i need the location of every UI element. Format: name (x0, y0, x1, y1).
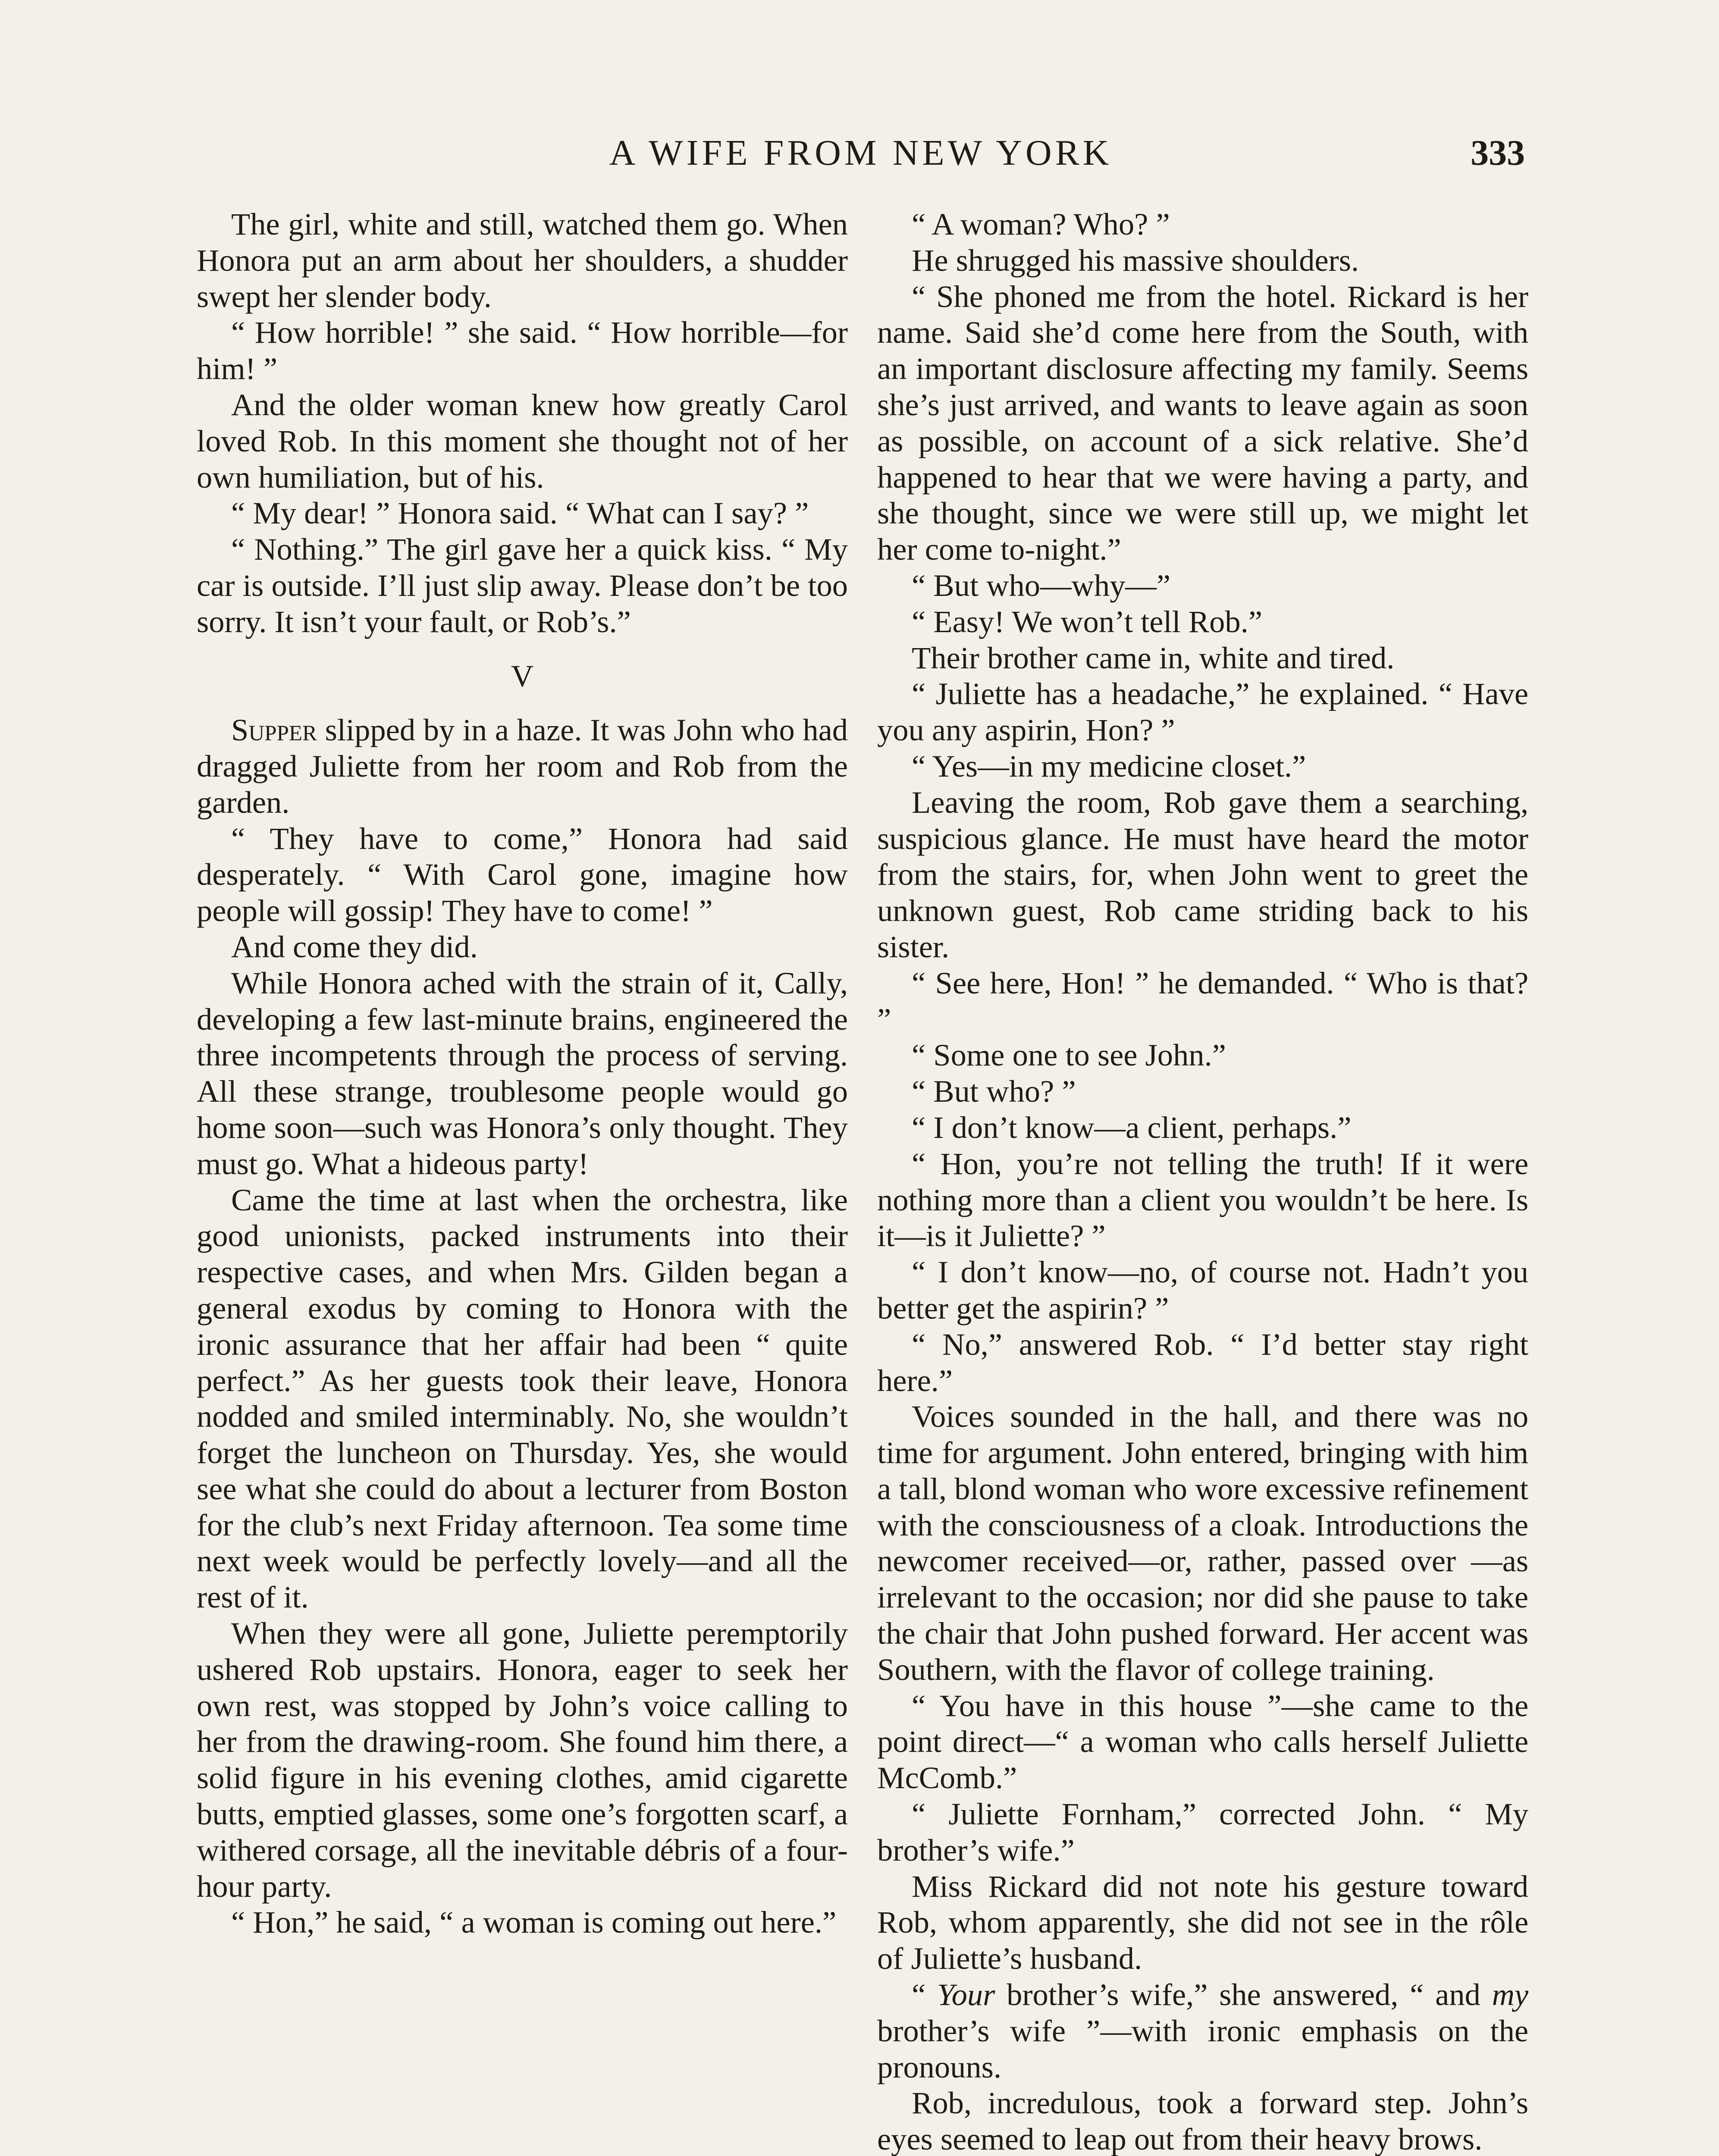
section-heading: V (511, 658, 534, 693)
paragraph: Miss Rickard did not note his gesture toward Rob, whom apparently, she did not see in the rôle of Juliette’s husband. (877, 1868, 1528, 1976)
paragraph-text: “ (912, 1977, 937, 2012)
lead-word: Supper (231, 712, 317, 748)
paragraph: “ Juliette has a headache,” he explained. “ Have you any aspirin, Hon? ” (877, 676, 1528, 748)
paragraph-text: slipped by in a haze. It was John who had dragged Juliette from her room and Rob from the garden. (197, 712, 848, 820)
emphasis: my (1492, 1977, 1528, 2012)
paragraph: “ Juliette Fornham,” corrected John. “ My brother’s wife.” (877, 1796, 1528, 1868)
paragraph: “ Some one to see John.” (912, 1037, 1226, 1073)
paragraph: Rob, incredulous, took a forward step. John’s eyes seemed to leap out from their heavy brows. (877, 2085, 1528, 2156)
paragraph: “ Nothing.” The girl gave her a quick kiss. “ My car is outside. I’ll just slip away. Please don’t be too sorry. It isn’t your fault, or Rob’s.” (197, 532, 848, 639)
paragraph: He shrugged his massive shoulders. (912, 242, 1359, 278)
right-column (877, 206, 1528, 2156)
paragraph (197, 712, 848, 820)
paragraph (877, 1977, 1528, 2085)
paragraph: “ Hon,” he said, “ a woman is coming out here.” (231, 1905, 837, 1940)
left-column (197, 206, 848, 1940)
paragraph: “ You have in this house ”—she came to the point direct—“ a woman who calls herself Juliette McComb.” (877, 1688, 1528, 1796)
paragraph: “ But who—why—” (912, 567, 1171, 603)
paragraph: “ She phoned me from the hotel. Rickard is her name. Said she’d come here from the South, with an important disclosure affecting my family. Seems she’s just arrived, and wants to leave again as soon as possible, on account of a sick relative. She’d happened to hear that we were having a party, and she thought, since we were still up, we might let her come to-night.” (877, 279, 1528, 567)
paragraph-text: brother’s wife,” she answered, “ and (995, 1977, 1492, 2012)
paragraph: Their brother came in, white and tired. (912, 640, 1395, 675)
paragraph: “ No,” answered Rob. “ I’d better stay right here.” (877, 1326, 1528, 1398)
paragraph: And the older woman knew how greatly Carol loved Rob. In this moment she thought not of her own humiliation, but of his. (197, 387, 848, 495)
paragraph: When they were all gone, Juliette peremptorily ushered Rob upstairs. Honora, eager to seek her own rest, was stopped by John’s voice calling to her from the drawing-room. She found him there, a solid figure in his evening clothes, amid cigarette butts, emptied glasses, some one’s forgotten scarf, a withered corsage, all the inevitable débris of a four-hour party. (197, 1616, 848, 1904)
paragraph: “ They have to come,” Honora had said desperately. “ With Carol gone, imagine how people will gossip! They have to come! ” (197, 821, 848, 928)
page-number: 333 (1471, 133, 1525, 173)
paragraph: The girl, white and still, watched them go. When Honora put an arm about her shoulders, a shudder swept her slender body. (197, 207, 848, 314)
emphasis: Your (937, 1977, 995, 2012)
paragraph: “ But who? ” (912, 1074, 1076, 1109)
paragraph: Came the time at last when the orchestra, like good unionists, packed instruments into their respective cases, and when Mrs. Gilden began a general exodus by coming to Honora with the ironic assurance that her affair had been “ quite perfect.” As her guests took their leave, Honora nodded and smiled interminably. No, she wouldn’t forget the luncheon on Thursday. Yes, she would see what she could do about a lecturer from Boston for the club’s next Friday afternoon. Tea some time next week would be perfectly lovely—and all the rest of it. (197, 1182, 848, 1615)
paragraph: Leaving the room, Rob gave them a searching, suspicious glance. He must have heard the motor from the stairs, for, when John went to greet the unknown guest, Rob came striding back to his sister. (877, 784, 1528, 964)
paragraph: “ Easy! We won’t tell Rob.” (912, 604, 1262, 639)
paragraph: “ My dear! ” Honora said. “ What can I say? ” (231, 495, 809, 531)
paragraph: Voices sounded in the hall, and there was no time for argument. John entered, bringing with him a tall, blond woman who wore excessive refinement with the consciousness of a cloak. Introductions the newcomer received—or, rather, passed over —as irrelevant to the occasion; nor did she pause to take the chair that John pushed forward. Her accent was Southern, with the flavor of college training. (877, 1399, 1528, 1687)
running-title: A WIFE FROM NEW YORK (609, 133, 1113, 173)
paragraph: “ I don’t know—no, of course not. Hadn’t you better get the aspirin? ” (877, 1254, 1528, 1326)
paragraph: “ See here, Hon! ” he demanded. “ Who is that? ” (877, 965, 1528, 1037)
paragraph: And come they did. (231, 929, 478, 964)
paragraph: “ Hon, you’re not telling the truth! If it were nothing more than a client you wouldn’t be here. Is it—is it Juliette? ” (877, 1146, 1528, 1253)
paragraph: “ How horrible! ” she said. “ How horrible—for him! ” (197, 315, 848, 386)
running-head (197, 129, 1525, 177)
paragraph: “ A woman? Who? ” (912, 207, 1170, 241)
paragraph: “ I don’t know—a client, perhaps.” (912, 1109, 1352, 1145)
paragraph: “ Yes—in my medicine closet.” (912, 748, 1306, 783)
paragraph: While Honora ached with the strain of it, Cally, developing a few last-minute brains, engineered the three incompetents through the process of serving. All these strange, troublesome people would go home soon—such was Honora’s only thought. They must go. What a hideous party! (197, 965, 848, 1181)
paragraph-text: brother’s wife ”—with ironic emphasis on the pronouns. (877, 2013, 1528, 2084)
